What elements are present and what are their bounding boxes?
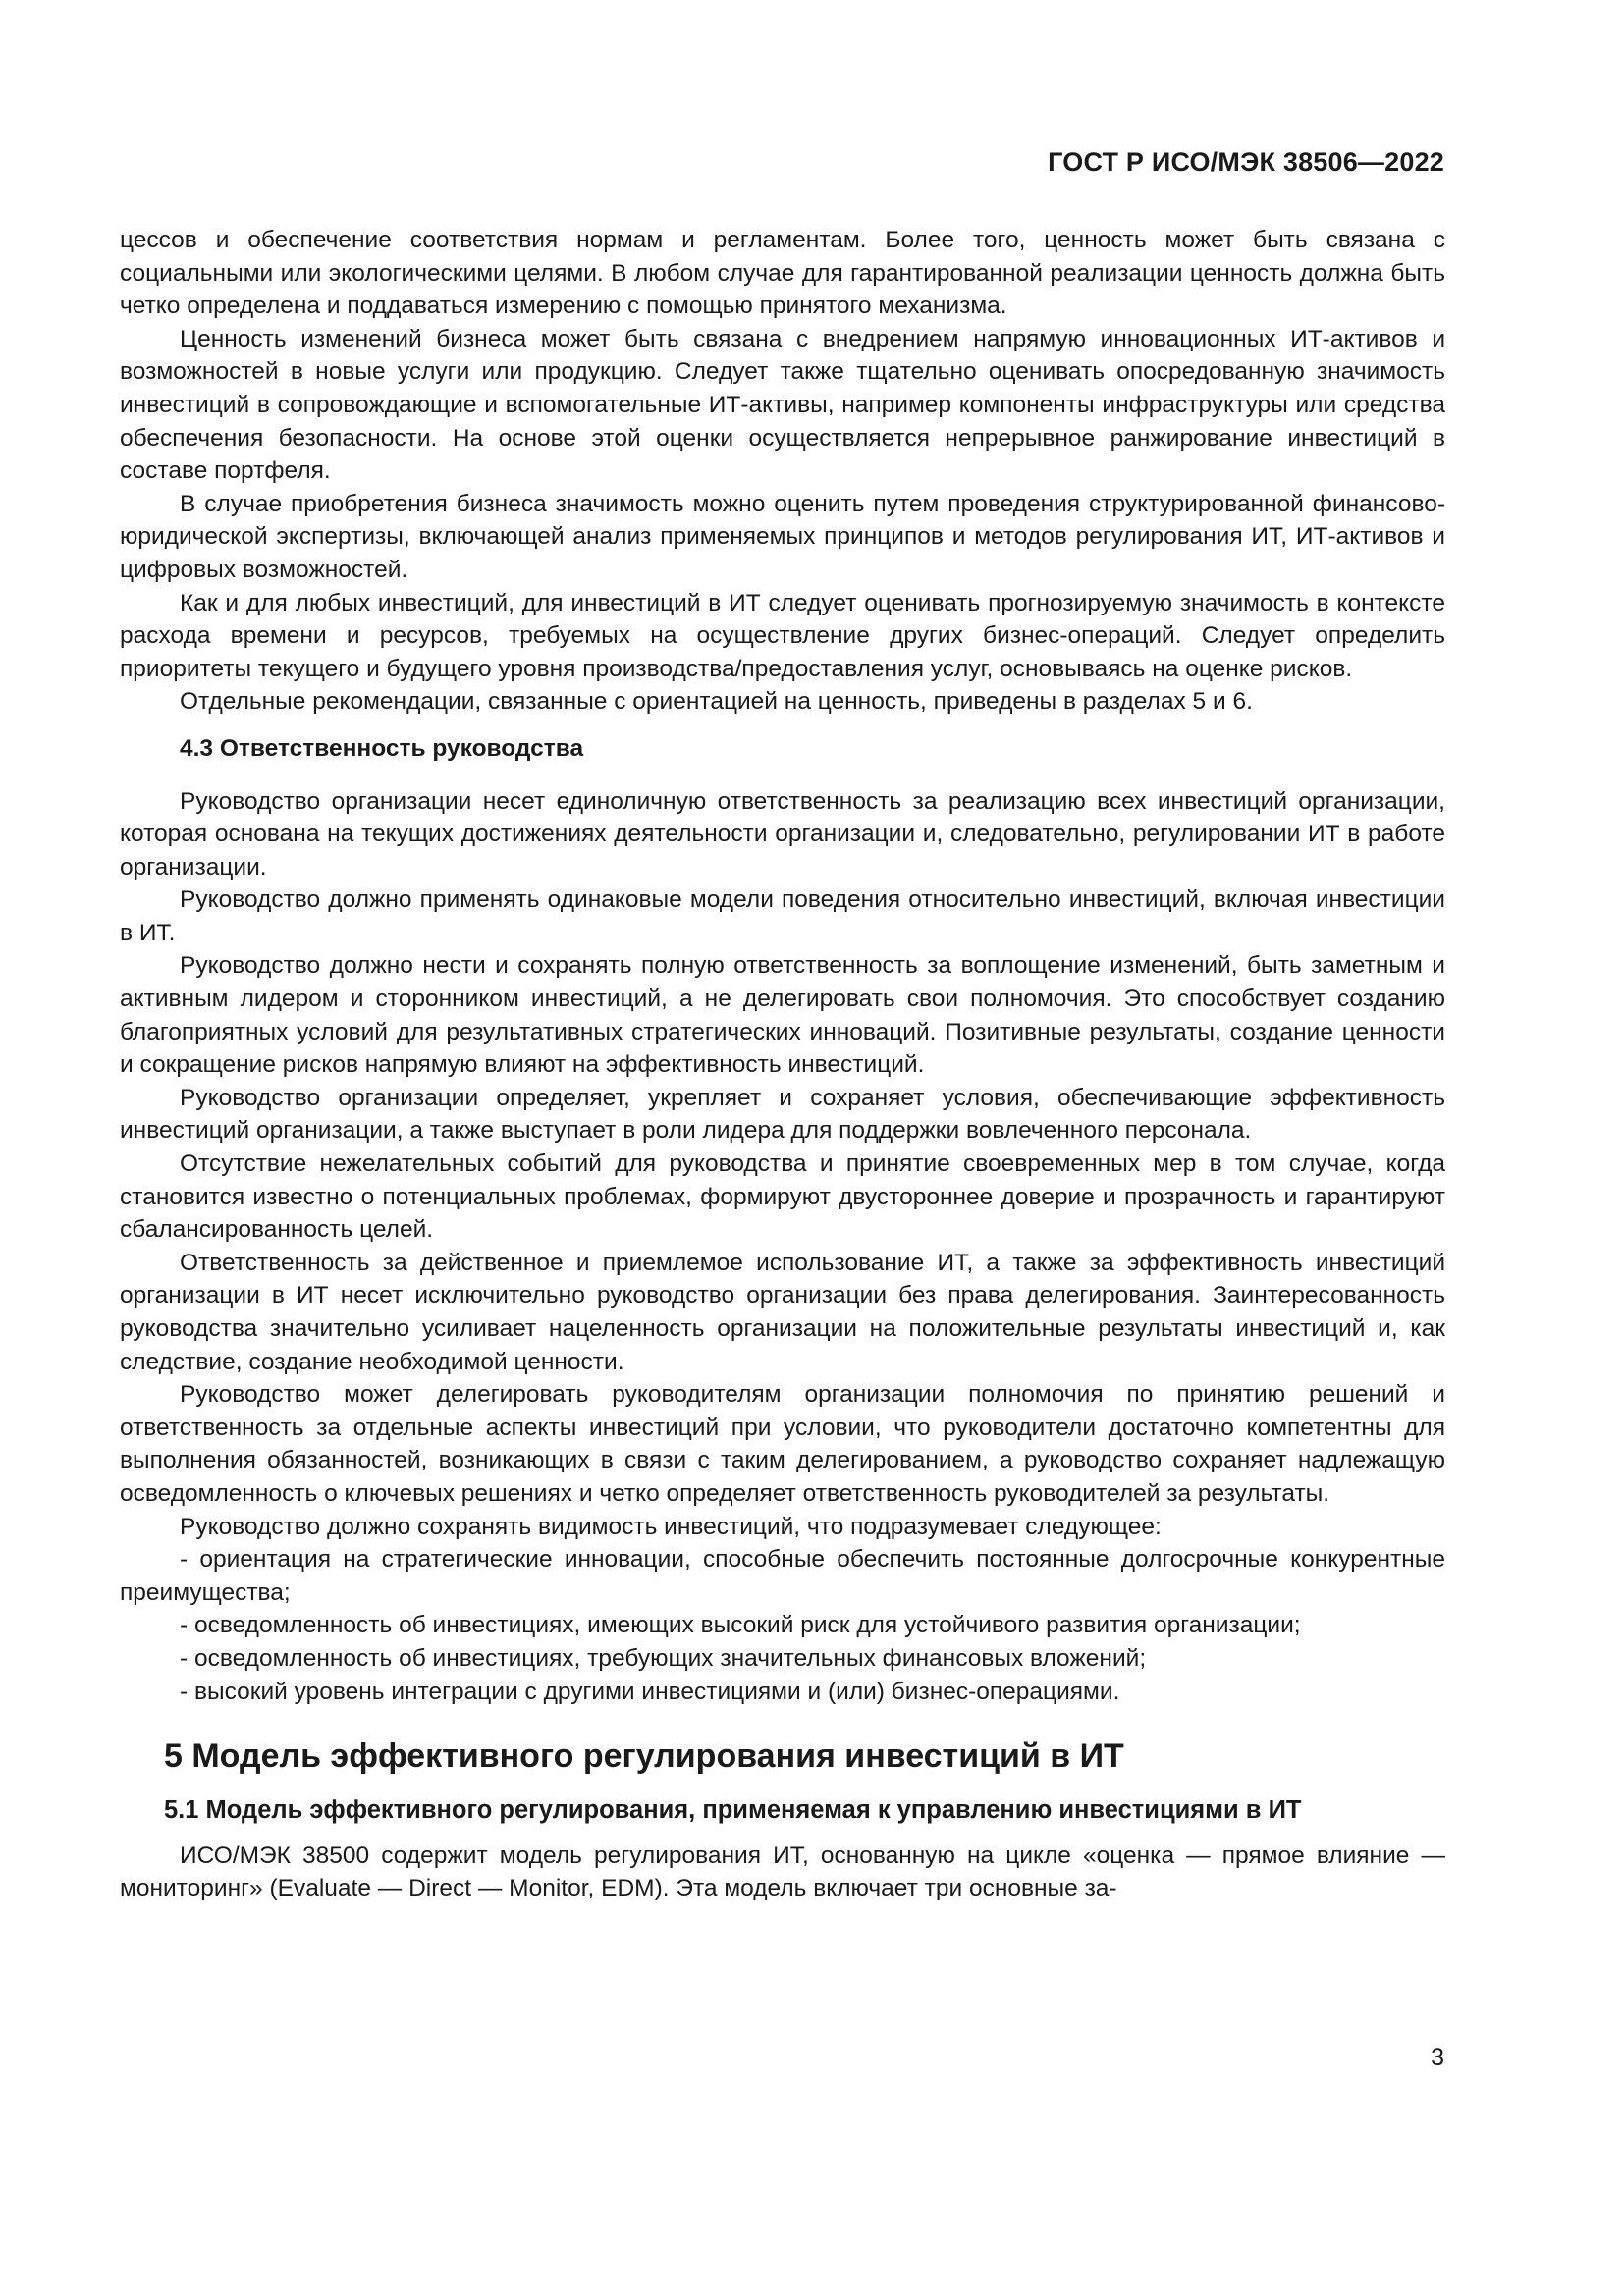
section-4-3-heading: 4.3 Ответственность руководства xyxy=(180,734,584,762)
list-item: - осведомленность об инвестициях, имеющих высокий риск для устойчивого развития организации; xyxy=(180,1612,1301,1639)
paragraph-4-3-4: Руководство организации определяет, укрепляет и сохраняет условия, обеспечивающие эффективность инвестиций организации, а также выступает в роли лидера для поддержки вовлеченного персонала. xyxy=(120,1084,1445,1145)
paragraph-4-3-5: Отсутствие нежелательных событий для руководства и принятие своевременных мер в том случае, когда становится известно о потенциальных проблемах, формируют двустороннее доверие и прозрачность и гарантируют сбалансированность целей. xyxy=(120,1150,1445,1244)
list-item: - высокий уровень интеграции с другими инвестициями и (или) бизнес-операциями. xyxy=(180,1678,1120,1705)
paragraph-intro-3: В случае приобретения бизнеса значимость можно оценить путем проведения структурированной финансово-юридической экспертизы, включающей анализ применяемых принципов и методов регулирования ИТ, ИТ-активов и цифровых возможностей. xyxy=(120,490,1445,583)
paragraph-intro-5: Отдельные рекомендации, связанные с ориентацией на ценность, приведены в разделах 5 и 6. xyxy=(180,688,1253,716)
paragraph-intro-4: Как и для любых инвестиций, для инвестиций в ИТ следует оценивать прогнозируемую значимость в контексте расхода времени и ресурсов, требуемых на осуществление других бизнес-операций. Следует определить приоритеты текущего и будущего уровня производства/предоставления услуг, основываясь на оценке рисков. xyxy=(120,589,1445,682)
document-header: ГОСТ Р ИСО/МЭК 38506—2022 xyxy=(1048,147,1444,177)
paragraph-4-3-3: Руководство должно нести и сохранять полную ответственность за воплощение изменений, быть заметным и активным лидером и сторонником инвестиций, а не делегировать свои полномочия. Это способствует созданию благоприятных условий для результативных стратегических инноваций. Позитивные результаты, создание ценности и сокращение рисков напрямую влияют на эффективность инвестиций. xyxy=(120,952,1445,1079)
list-item: - ориентация на стратегические инновации, способные обеспечить постоянные долгосрочные конкурентные преимущества; xyxy=(120,1546,1445,1606)
paragraph-4-3-8: Руководство должно сохранять видимость инвестиций, что подразумевает следующее: xyxy=(180,1513,1162,1540)
list-item: - осведомленность об инвестициях, требующих значительных финансовых вложений; xyxy=(180,1644,1147,1672)
paragraph-4-3-1: Руководство организации несет единоличную ответственность за реализацию всех инвестиций организации, которая основана на текущих достижениях деятельности организации и, следовательно, регулировании ИТ в работе организации. xyxy=(120,787,1445,881)
page-number: 3 xyxy=(1431,2044,1444,2071)
paragraph-intro-2: Ценность изменений бизнеса может быть связана с внедрением напрямую инновационных ИТ-активов и возможностей в новые услуги или продукцию. Следует также тщательно оценивать опосредованную значимость инвестиций в сопровождающие и вспомогательные ИТ-активы, например компоненты инфраструктуры или средства обеспечения безопасности. На основе этой оценки осуществляется непрерывное ранжирование инвестиций в составе портфеля. xyxy=(120,325,1445,485)
paragraph-intro-1: цессов и обеспечение соответствия нормам и регламентам. Более того, ценность может быть связана с социальными или экологическими целями. В любом случае для гарантированной реализации ценность должна быть четко определена и поддаваться измерению с помощью принятого механизма. xyxy=(120,227,1445,320)
section-5-1-heading: 5.1 Модель эффективного регулирования, применяемая к управлению инвестициями в ИТ xyxy=(164,1796,1302,1825)
paragraph-4-3-2: Руководство должно применять одинаковые модели поведения относительно инвестиций, включая инвестиции в ИТ. xyxy=(120,886,1445,946)
section-5-heading: 5 Модель эффективного регулирования инвестиций в ИТ xyxy=(164,1737,1124,1776)
paragraph-5-1-1: ИСО/МЭК 38500 содержит модель регулирования ИТ, основанную на цикле «оценка — прямое влияние — мониторинг» (Evaluate — Direct — Monitor, EDM). Эта модель включает три основные за- xyxy=(120,1842,1445,1902)
document-body xyxy=(120,224,1445,1905)
paragraph-4-3-6: Ответственность за действенное и приемлемое использование ИТ, а также за эффективность инвестиций организации в ИТ несет исключительно руководство организации без права делегирования. Заинтересованность руководства значительно усиливает нацеленность организации на положительные результаты инвестиций и, как следствие, создание необходимой ценности. xyxy=(120,1249,1445,1375)
paragraph-4-3-7: Руководство может делегировать руководителям организации полномочия по принятию решений и ответственность за отдельные аспекты инвестиций при условии, что руководители достаточно компетентны для выполнения обязанностей, возникающих в связи с таким делегированием, а руководство сохраняет надлежащую осведомленность о ключевых решениях и четко определяет ответственность руководителей за результаты. xyxy=(120,1381,1445,1507)
